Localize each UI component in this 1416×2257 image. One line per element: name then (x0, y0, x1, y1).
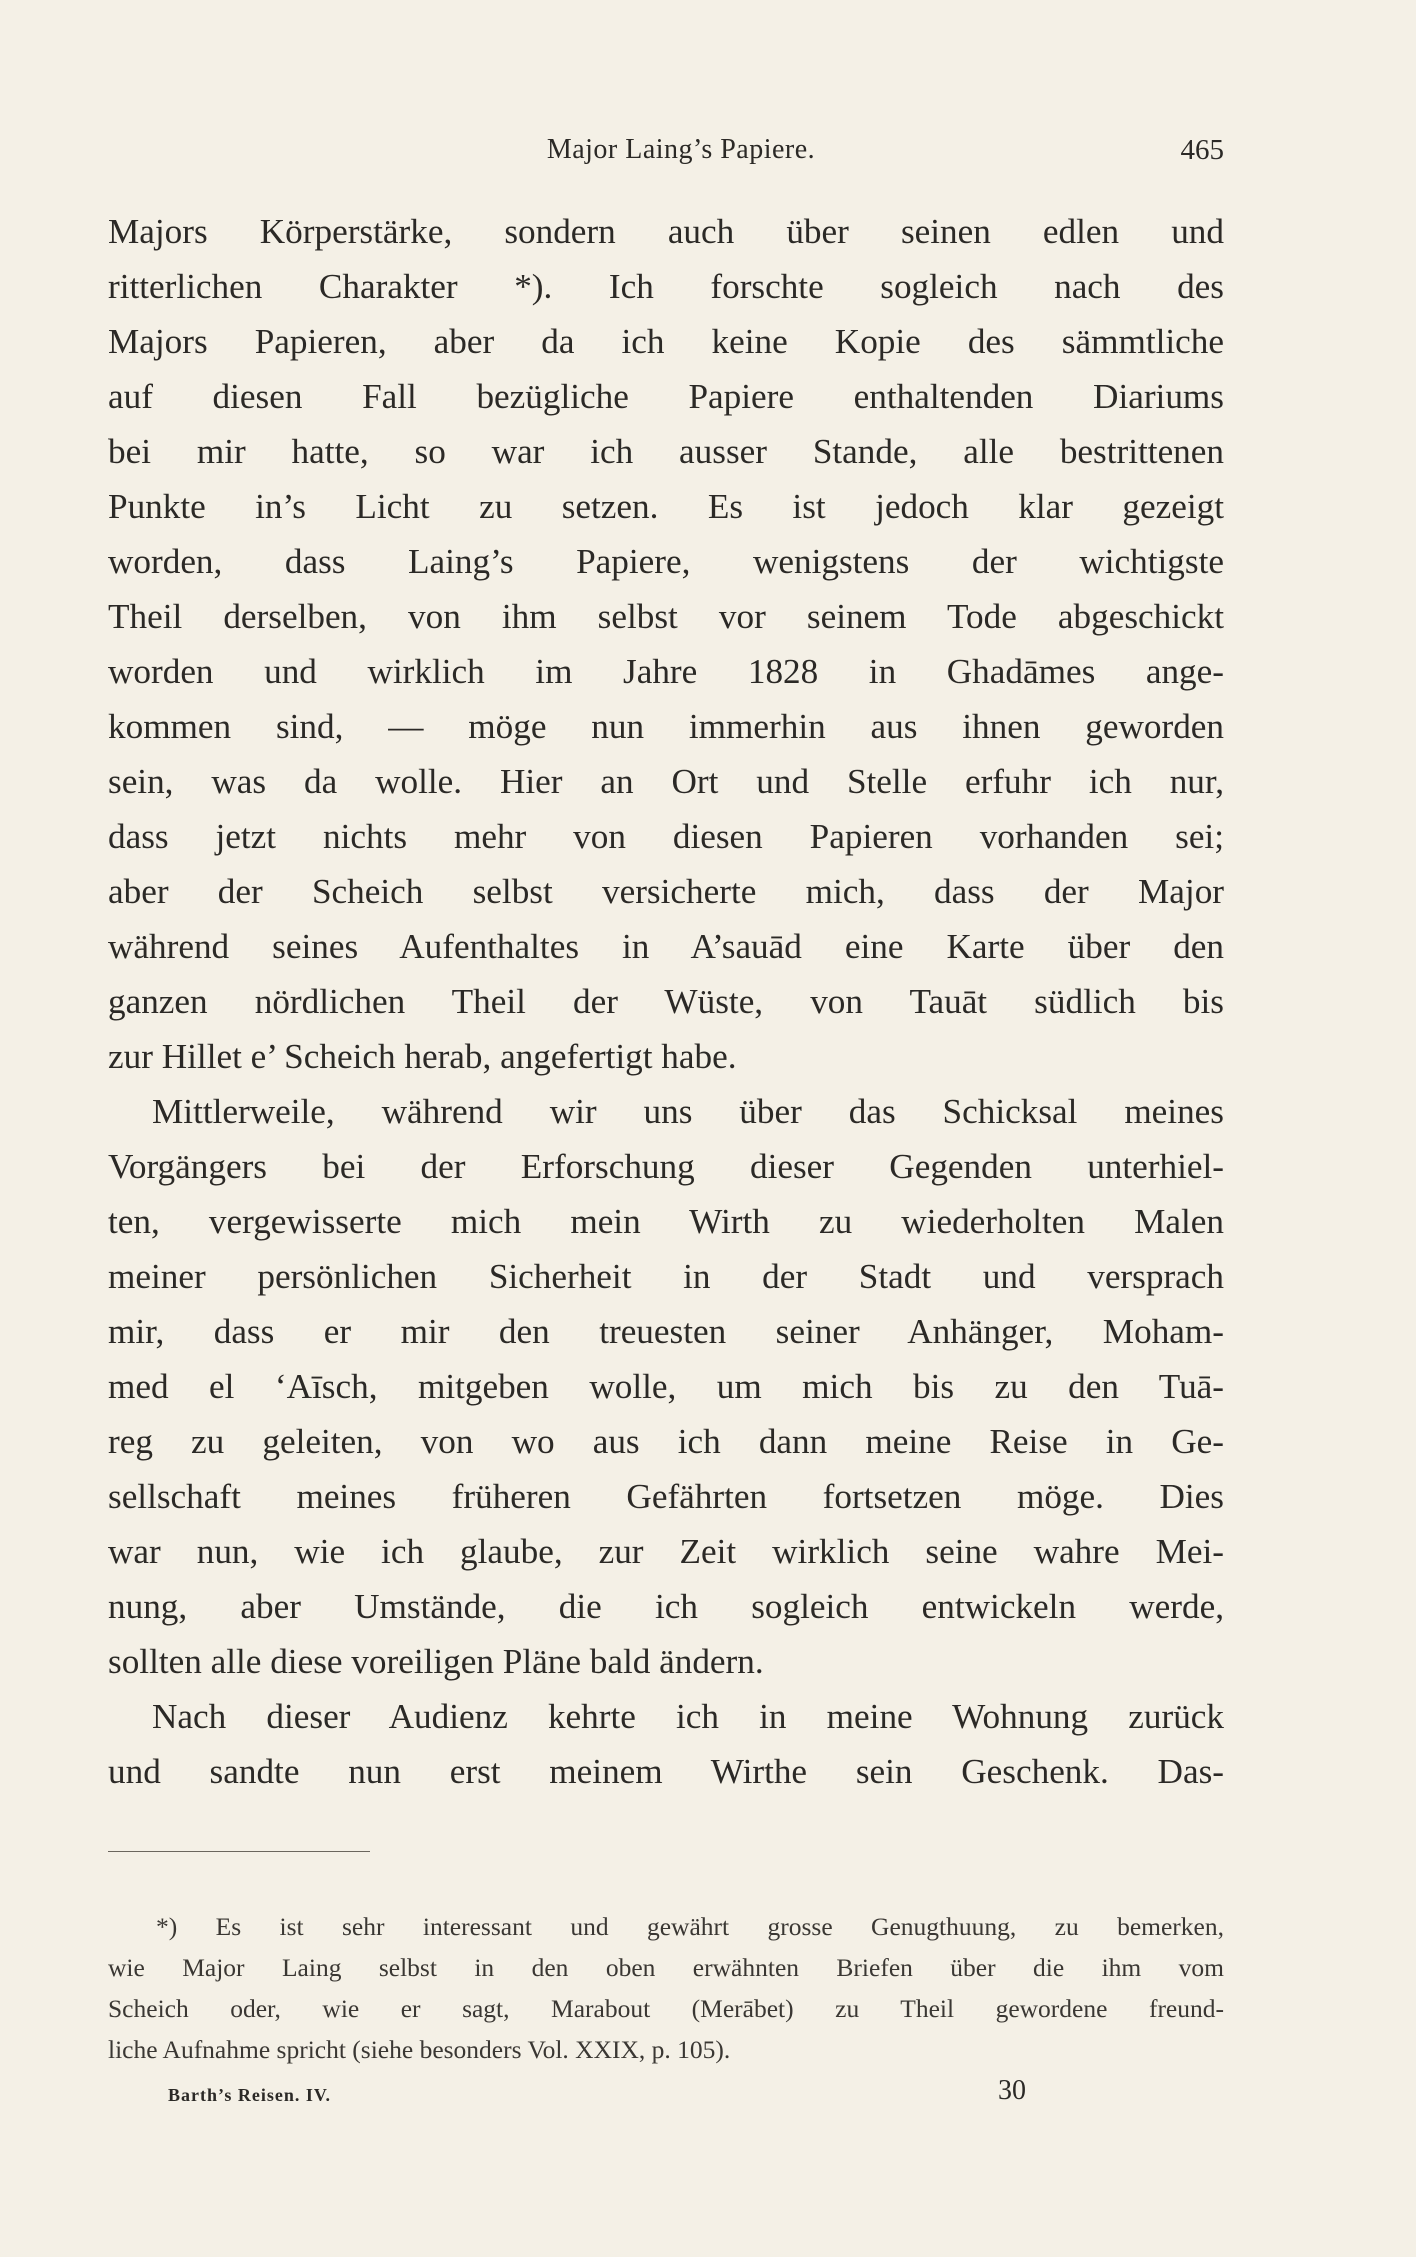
text-line: war nun, wie ich glaube, zur Zeit wirklich seine wahre Mei- (108, 1532, 1224, 1571)
text-line: kommen sind, — möge nun immerhin aus ihnen geworden (108, 707, 1224, 746)
signature-book-title: Barth’s Reisen. IV. (168, 2085, 332, 2105)
footnote (108, 1906, 1224, 2070)
text-line: Punkte in’s Licht zu setzen. Es ist jedoch klar gezeigt (108, 487, 1224, 526)
text-line: sein, was da wolle. Hier an Ort und Stelle erfuhr ich nur, (108, 762, 1224, 801)
text-line: bei mir hatte, so war ich ausser Stande, alle bestrittenen (108, 432, 1224, 471)
text-line: med el ‘Aīsch, mitgeben wolle, um mich bis zu den Tuā- (108, 1367, 1224, 1406)
text-line: Nach dieser Audienz kehrte ich in meine Wohnung zurück (152, 1697, 1224, 1736)
text-line: Majors Körperstärke, sondern auch über seinen edlen und (108, 212, 1224, 251)
text-line: nung, aber Umstände, die ich sogleich entwickeln werde, (108, 1587, 1224, 1626)
text-line: und sandte nun erst meinem Wirthe sein Geschenk. Das- (108, 1752, 1224, 1791)
text-line: Majors Papieren, aber da ich keine Kopie des sämmtliche (108, 322, 1224, 361)
text-line: auf diesen Fall bezügliche Papiere enthaltenden Diariums (108, 377, 1224, 416)
text-line: meiner persönlichen Sicherheit in der Stadt und versprach (108, 1257, 1224, 1296)
text-line: ten, vergewisserte mich mein Wirth zu wiederholten Malen (108, 1202, 1224, 1241)
page-number: 465 (1180, 134, 1224, 166)
text-line: worden, dass Laing’s Papiere, wenigstens der wichtigste (108, 542, 1224, 581)
text-line: aber der Scheich selbst versicherte mich, dass der Major (108, 872, 1224, 911)
running-title: Major Laing’s Papiere. (546, 134, 816, 165)
text-line: ritterlichen Charakter *). Ich forschte sogleich nach des (108, 267, 1224, 306)
footnote-line: liche Aufnahme spricht (siehe besonders Vol. XXIX, p. 105). (108, 2035, 731, 2064)
text-line: Mittlerweile, während wir uns über das Schicksal meines (152, 1092, 1224, 1131)
text-line: reg zu geleiten, von wo aus ich dann meine Reise in Ge- (108, 1422, 1224, 1461)
running-head (108, 128, 1224, 172)
text-line: Theil derselben, von ihm selbst vor seinem Tode abgeschickt (108, 597, 1224, 636)
text-line: dass jetzt nichts mehr von diesen Papieren vorhanden sei; (108, 817, 1224, 856)
printer-signature (168, 2075, 1048, 2119)
footnote-line: Scheich oder, wie er sagt, Marabout (Merābet) zu Theil gewordene freund- (108, 1994, 1224, 2023)
text-line: worden und wirklich im Jahre 1828 in Ghadāmes ange- (108, 652, 1224, 691)
footnote-line: wie Major Laing selbst in den oben erwähnten Briefen über die ihm vom (108, 1953, 1224, 1982)
text-line: zur Hillet e’ Scheich herab, angefertigt habe. (108, 1037, 737, 1076)
body-text (108, 204, 1224, 1799)
footnote-line: *) Es ist sehr interessant und gewährt grosse Genugthuung, zu bemerken, (156, 1912, 1224, 1941)
signature-sheet-number: 30 (998, 2075, 1026, 2106)
text-line: ganzen nördlichen Theil der Wüste, von Tauāt südlich bis (108, 982, 1224, 1021)
text-line: mir, dass er mir den treuesten seiner Anhänger, Moham- (108, 1312, 1224, 1351)
text-line: sollten alle diese voreiligen Pläne bald ändern. (108, 1642, 764, 1681)
text-line: während seines Aufenthaltes in A’sauād eine Karte über den (108, 927, 1224, 966)
footnote-divider (108, 1851, 370, 1852)
text-line: Vorgängers bei der Erforschung dieser Gegenden unterhiel- (108, 1147, 1224, 1186)
text-line: sellschaft meines früheren Gefährten fortsetzen möge. Dies (108, 1477, 1224, 1516)
